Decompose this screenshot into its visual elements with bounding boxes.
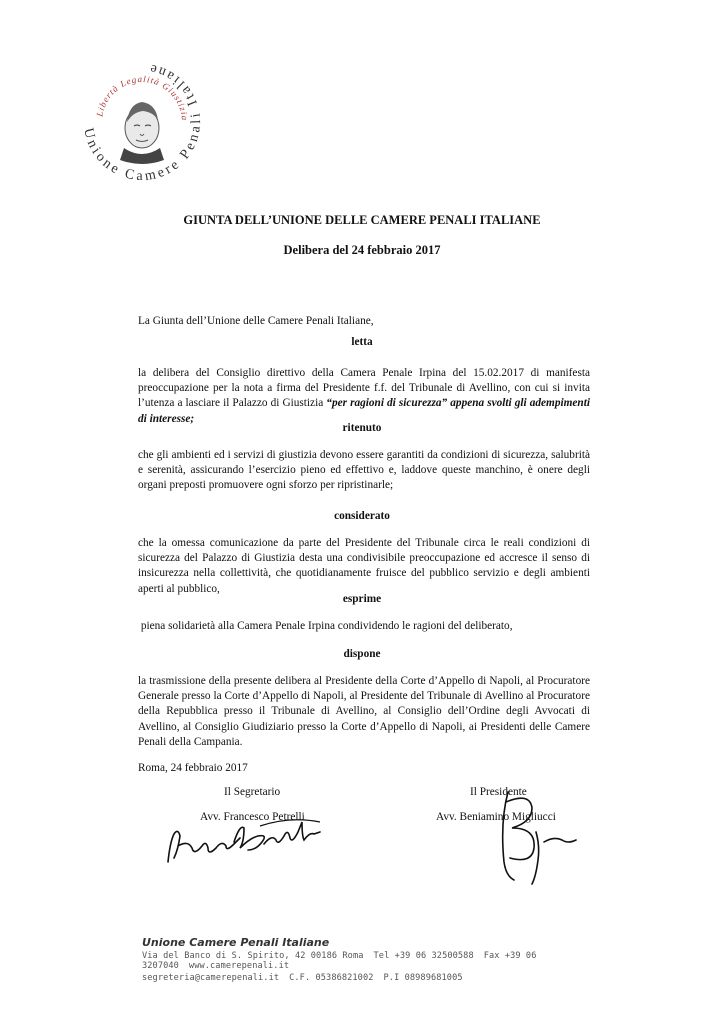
intro-paragraph: La Giunta dell’Unione delle Camere Penali Italiane, bbox=[138, 315, 374, 327]
footer-org: Unione Camere Penali Italiane bbox=[142, 936, 330, 949]
secretary-role: Il Segretario bbox=[224, 786, 281, 798]
footer-email: segreteria@camerepenali.it bbox=[142, 973, 280, 983]
logo-motto: Libertà Legalità Giustizia bbox=[94, 73, 191, 122]
secretary-signature bbox=[160, 812, 350, 872]
logo-ring-text: Unione Camere Penali Italiane bbox=[80, 60, 205, 185]
union-logo bbox=[72, 52, 212, 192]
footer bbox=[142, 936, 662, 983]
letta-text: la delibera del Consiglio direttivo della Camera Penale Irpina del 15.02.2017 di manifesta preoccupazione per la nota a firma del Presidente f.f. del Tribunale di Avellino, con cui si invita l’utenza a lasciare il Palazzo di Giustizia bbox=[138, 367, 590, 410]
dispone-paragraph: la trasmissione della presente delibera al Presidente della Corte d’Appello di Napoli, al Procuratore Generale presso la Corte d’Appello di Napoli, al Presidente del Tribunale di Avellino al Procuratore della Repubblica presso il Tribunale di Avellino, al Consiglio dell’Ordine degli Avvocati di Avellino, al Consiglio Giudiziario presso la Corte d’Appello di Napoli, ai Presidenti delle Camere Penali della Campania. bbox=[138, 675, 590, 748]
keyword-considerato: considerato bbox=[334, 510, 390, 522]
document-title: GIUNTA DELL’UNIONE DELLE CAMERE PENALI ITALIANE bbox=[183, 213, 541, 227]
footer-fax: Fax +39 06 3207040 bbox=[142, 951, 537, 971]
footer-cf: C.F. 05386821002 bbox=[289, 973, 374, 983]
esprime-paragraph: piena solidarietà alla Camera Penale Irpina condividendo le ragioni del deliberato, bbox=[138, 620, 513, 632]
keyword-letta: letta bbox=[351, 336, 373, 348]
footer-piva: P.I 08989681005 bbox=[383, 973, 463, 983]
keyword-dispone: dispone bbox=[343, 648, 381, 660]
footer-web: www.camerepenali.it bbox=[188, 961, 290, 971]
president-signature bbox=[478, 782, 578, 892]
footer-tel: Tel +39 06 32500588 bbox=[373, 951, 474, 961]
place-date: Roma, 24 febbraio 2017 bbox=[138, 762, 248, 774]
footer-address: Via del Banco di S. Spirito, 42 00186 Roma bbox=[142, 951, 364, 961]
keyword-esprime: esprime bbox=[342, 593, 382, 605]
footer-line-1 bbox=[142, 951, 662, 971]
letta-emphasis: “per ragioni di sicurezza” appena svolti gli adempimenti di interesse; bbox=[138, 397, 590, 425]
portrait-icon bbox=[120, 102, 164, 164]
president-role: Il Presidente bbox=[470, 786, 527, 798]
keyword-ritenuto: ritenuto bbox=[342, 422, 382, 434]
president-name: Avv. Beniamino Migliucci bbox=[436, 811, 556, 823]
document-subtitle: Delibera del 24 febbraio 2017 bbox=[283, 243, 441, 257]
letta-paragraph bbox=[138, 366, 590, 427]
ritenuto-paragraph: che gli ambienti ed i servizi di giustizia devono essere garantiti da condizioni di sicurezza, salubrità e serenità, assicurando l’esercizio pieno ed effettivo e, laddove queste manchino, è onere degli organi preposti promuovere ogni sforzo per ripristinarle; bbox=[138, 449, 590, 492]
footer-line-2 bbox=[142, 973, 662, 983]
considerato-paragraph: che la omessa comunicazione da parte del Presidente del Tribunale circa le reali condizioni di sicurezza del Palazzo di Giustizia desta una condivisibile preoccupazione ed accresce il senso di insicurezza nella collettività, che quotidianamente fruisce del pubblico servizio e degli ambienti aperti al pubblico, bbox=[138, 537, 590, 595]
secretary-name: Avv. Francesco Petrelli bbox=[200, 811, 305, 823]
